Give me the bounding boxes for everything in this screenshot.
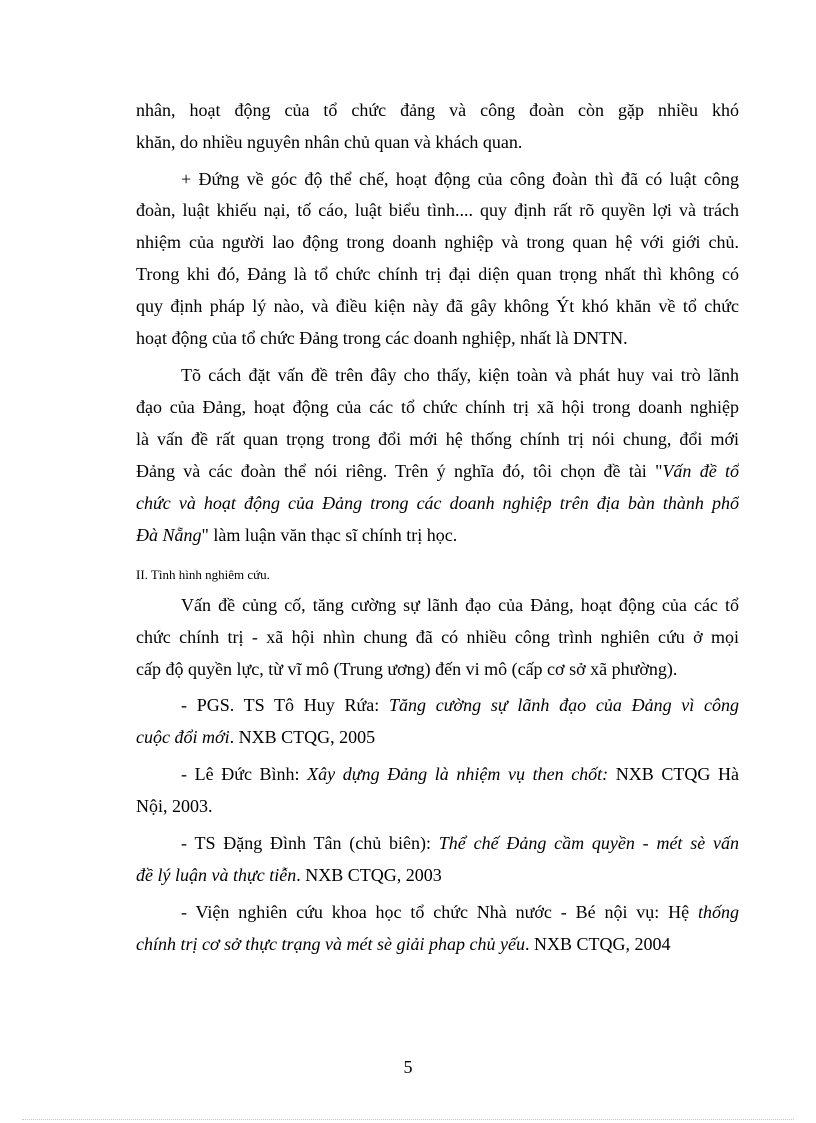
paragraph-line: nhiệm của người lao động trong doanh nghiệp và trong quan hệ với giới chủ. [136,232,739,252]
reference-item: đề lý luận và thực tiễn. NXB CTQG, 2003 [136,865,442,885]
paragraph-line: Tõ cách đặt vấn đề trên đây cho thấy, kiện toàn và phát huy vai trò lãnh [181,365,739,385]
reference-item: - PGS. TS Tô Huy Rứa: Tăng cường sự lãnh đạo của Đảng vì công [181,695,739,715]
reference-item: - TS Đặng Đình Tân (chủ biên): Thể chế Đảng cầm quyền - mét sè vấn [181,833,739,853]
paragraph-line: + Đứng về góc độ thể chế, hoạt động của công đoàn thì đã có luật công [181,169,739,189]
paragraph-line: Vấn đề củng cố, tăng cường sự lãnh đạo của Đảng, hoạt động của các tổ [181,595,739,615]
paragraph-line: đoàn, luật khiếu nại, tố cáo, luật biểu tình.... quy định rất rõ quyền lợi và trách [136,200,739,220]
paragraph-line: là vấn đề rất quan trọng trong đổi mới hệ thống chính trị nói chung, đổi mới [136,429,739,449]
reference-item: Nội, 2003. [136,796,213,816]
paragraph-line: Đà Nẵng" làm luận văn thạc sĩ chính trị học. [136,525,458,545]
paragraph-line: cấp độ quyền lực, từ vĩ mô (Trung ương) đến vi mô (cấp cơ sở xã phường). [136,659,678,679]
reference-item: - Lê Đức Bình: Xây dựng Đảng là nhiệm vụ then chốt: NXB CTQG Hà [181,764,739,784]
reference-item: chính trị cơ sở thực trạng và mét sè giải phap chủ yếu. NXB CTQG, 2004 [136,934,671,954]
page-bottom-divider [22,1119,794,1120]
paragraph-line: nhân, hoạt động của tổ chức đảng và công đoàn còn gặp nhiều khó [136,100,739,120]
reference-item: cuộc đổi mới. NXB CTQG, 2005 [136,727,376,747]
paragraph-line: hoạt động của tổ chức Đảng trong các doanh nghiệp, nhất là DNTN. [136,328,628,348]
reference-item: - Viện nghiên cứu khoa học tổ chức Nhà nước - Bé nội vụ: Hệ thống [181,902,739,922]
paragraph-line: đạo của Đảng, hoạt động của các tổ chức chính trị xã hội trong doanh nghiệp [136,397,739,417]
paragraph-line: quy định pháp lý nào, và điều kiện này đã gây không Ýt khó khăn về tổ chức [136,296,739,316]
section-heading: II. Tình hình nghiêm cứu. [136,567,270,582]
paragraph-line: khăn, do nhiều nguyên nhân chủ quan và khách quan. [136,132,523,152]
paragraph-line: chức chính trị - xã hội nhìn chung đã có nhiều công trình nghiên cứu ở mọi [136,627,739,647]
paragraph-line: chức và hoạt động của Đảng trong các doanh nghiệp trên địa bàn thành phố [136,493,739,513]
paragraph-line: Trong khi đó, Đảng là tổ chức chính trị đại diện quan trọng nhất thì không có [136,264,739,284]
paragraph-line: Đảng và các đoàn thể nói riêng. Trên ý nghĩa đó, tôi chọn đề tài "Vấn đề tổ [136,461,739,481]
page-number: 5 [403,1057,413,1077]
